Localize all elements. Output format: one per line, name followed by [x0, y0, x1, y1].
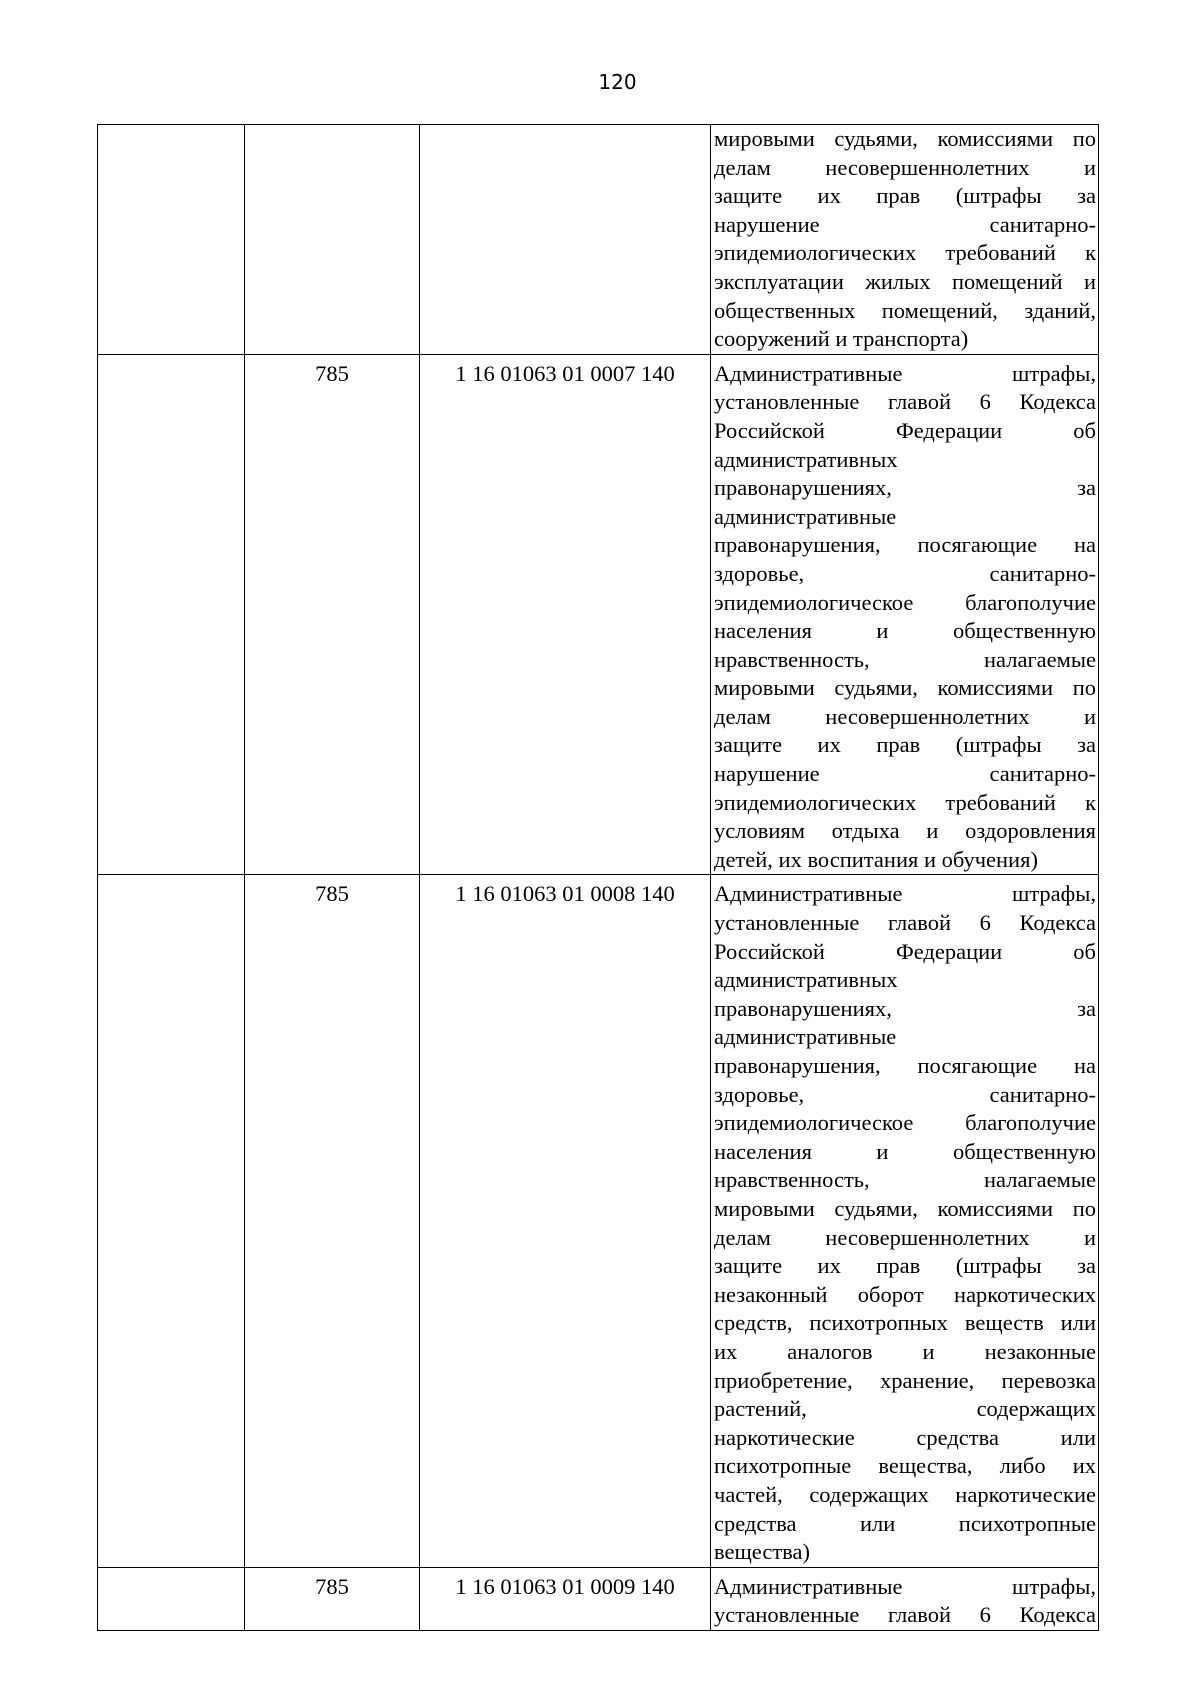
description-line: незаконный оборот наркотических [714, 1281, 1096, 1307]
admin-code-text [245, 125, 419, 130]
budget-code-text: 1 16 01063 01 0008 140 [455, 881, 675, 907]
description-line: здоровье, санитарно- [714, 560, 1096, 586]
description-line: установленные главой 6 Кодекса [714, 389, 1096, 415]
description-line: делам несовершеннолетних и [714, 1224, 1096, 1250]
description-line: Российской Федерации об [714, 417, 1096, 443]
description-line: Административные штрафы, [714, 881, 1096, 907]
description-line: установленные главой 6 Кодекса [714, 910, 1096, 936]
description-line: мировыми судьями, комиссиями по [714, 1195, 1096, 1221]
description-line: мировыми судьями, комиссиями по [714, 675, 1096, 701]
description-line: установленные главой 6 Кодекса [714, 1602, 1096, 1628]
description-line: населения и общественную [714, 1138, 1096, 1164]
cell-empty [98, 354, 245, 875]
budget-codes-table [97, 124, 1099, 1631]
description-line: эпидемиологических требований к [714, 240, 1096, 266]
cell-empty [98, 875, 245, 1567]
description-line: растений, содержащих [714, 1396, 1096, 1422]
description-line: правонарушениях, за [714, 475, 1096, 501]
description-text [711, 355, 1098, 875]
description-line: Российской Федерации об [714, 938, 1096, 964]
cell-empty [98, 1567, 245, 1630]
description-text [711, 1568, 1098, 1630]
cell-description [711, 1567, 1099, 1630]
description-line: эксплуатации жилых помещений и [714, 268, 1096, 294]
table-row [98, 875, 1099, 1567]
description-line: наркотические средства или [714, 1424, 1096, 1450]
admin-code-text: 785 [315, 881, 349, 907]
description-text [711, 875, 1098, 1566]
description-line: средства или психотропные [714, 1510, 1096, 1536]
cell-admin-code [245, 354, 420, 875]
table-body [98, 125, 1099, 1631]
page-number: 120 [598, 70, 637, 94]
description-line: правонарушениях, за [714, 995, 1096, 1021]
description-line: условиям отдыха и оздоровления [714, 818, 1096, 844]
description-line: Административные штрафы, [714, 1573, 1096, 1599]
description-line: административных [714, 446, 898, 472]
description-line: нравственность, налагаемые [714, 1167, 1096, 1193]
cell-admin-code [245, 875, 420, 1567]
description-line: эпидемиологическое благополучие [714, 1110, 1096, 1136]
budget-code-text: 1 16 01063 01 0009 140 [455, 1573, 675, 1599]
budget-code-text [420, 125, 710, 130]
description-line: защите их прав (штрафы за [714, 1253, 1096, 1279]
description-line: приобретение, хранение, перевозка [714, 1367, 1096, 1393]
description-line: мировыми судьями, комиссиями по [714, 126, 1096, 151]
table-row [98, 1567, 1099, 1630]
description-line: нравственность, налагаемые [714, 646, 1096, 672]
description-line: детей, их воспитания и обучения) [714, 846, 1038, 872]
description-line: вещества) [714, 1539, 810, 1565]
cell-empty [98, 125, 245, 355]
description-line: правонарушения, посягающие на [714, 1053, 1096, 1078]
description-line: административных [714, 967, 898, 993]
description-line: административные [714, 1024, 897, 1050]
cell-budget-code [420, 875, 711, 1567]
description-line: административные [714, 503, 897, 529]
description-line: населения и общественную [714, 618, 1096, 644]
description-line: психотропные вещества, либо их [714, 1453, 1096, 1479]
cell-description [711, 125, 1099, 355]
description-line: их аналогов и незаконные [714, 1338, 1096, 1364]
cell-budget-code [420, 1567, 711, 1630]
cell-admin-code [245, 125, 420, 355]
description-line: эпидемиологических требований к [714, 789, 1096, 815]
description-line: здоровье, санитарно- [714, 1081, 1096, 1107]
admin-code-text: 785 [315, 360, 349, 386]
description-line: защите их прав (штрафы за [714, 732, 1096, 758]
table-row [98, 354, 1099, 875]
cell-description [711, 354, 1099, 875]
description-text [711, 125, 1098, 354]
cell-admin-code [245, 1567, 420, 1630]
cell-budget-code [420, 354, 711, 875]
table-row [98, 125, 1099, 355]
description-line: средств, психотропных веществ или [714, 1310, 1096, 1336]
admin-code-text: 785 [315, 1573, 349, 1599]
description-line: общественных помещений, зданий, [714, 297, 1096, 323]
description-line: делам несовершеннолетних и [714, 703, 1096, 729]
description-line: нарушение санитарно- [714, 761, 1096, 787]
description-line: частей, содержащих наркотические [714, 1481, 1096, 1507]
description-line: эпидемиологическое благополучие [714, 589, 1096, 615]
description-line: делам несовершеннолетних и [714, 154, 1096, 180]
cell-budget-code [420, 125, 711, 355]
cell-description [711, 875, 1099, 1567]
description-line: правонарушения, посягающие на [714, 532, 1096, 558]
budget-code-text: 1 16 01063 01 0007 140 [455, 360, 675, 386]
description-line: защите их прав (штрафы за [714, 183, 1096, 209]
description-line: нарушение санитарно- [714, 211, 1096, 237]
description-line: сооружений и транспорта) [714, 326, 969, 352]
description-line: Административные штрафы, [714, 360, 1096, 386]
